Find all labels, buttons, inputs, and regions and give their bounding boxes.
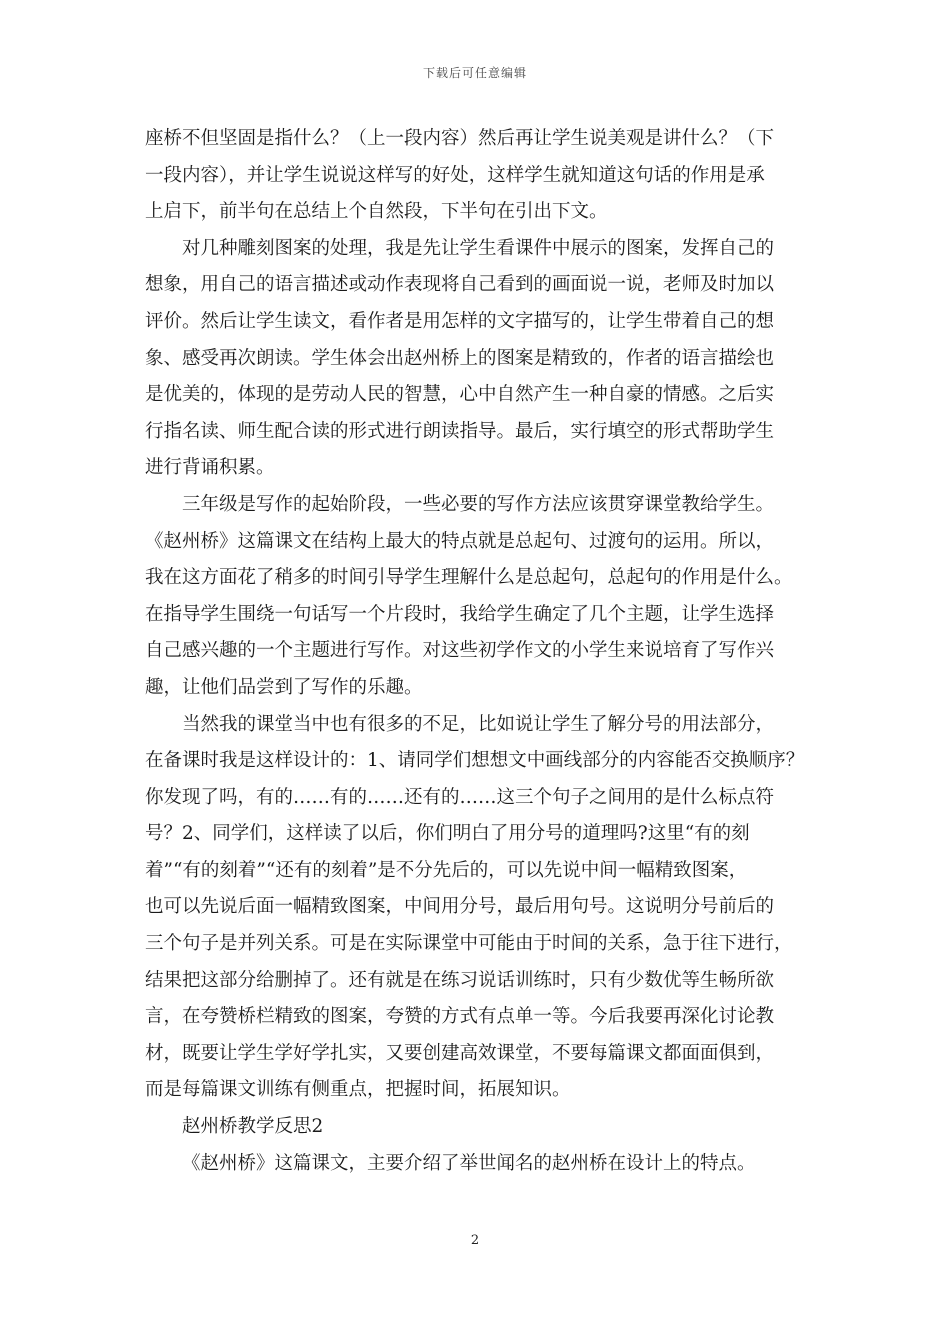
paragraph-line: 象、感受再次朗读。学生体会出赵州桥上的图案是精致的，作者的语言描绘也 bbox=[145, 347, 775, 369]
paragraph-line: 着”“有的刻着”“还有的刻着”是不分先后的，可以先说中间一幅精致图案， bbox=[145, 859, 748, 881]
paragraph bbox=[145, 1109, 810, 1146]
paragraph-line: 三年级是写作的起始阶段，一些必要的写作方法应该贯穿课堂教给学生。 bbox=[182, 493, 775, 515]
paragraph-line: 《赵州桥》这篇课文，主要介绍了举世闻名的赵州桥在设计上的特点。 bbox=[182, 1152, 756, 1174]
paragraph-line: 当然我的课堂当中也有很多的不足，比如说让学生了解分号的用法部分， bbox=[182, 713, 775, 735]
paragraph-line: 一段内容），并让学生说说这样写的好处，这样学生就知道这句话的作用是承 bbox=[145, 164, 765, 186]
page-header: 下载后可任意编辑 bbox=[422, 66, 527, 80]
paragraph-line: 也可以先说后面一幅精致图案，中间用分号，最后用句号。这说明分号前后的 bbox=[145, 896, 775, 918]
paragraph-line: 号？2、同学们，这样读了以后，你们明白了用分号的道理吗?这里“有的刻 bbox=[145, 823, 750, 845]
paragraph-line: 在指导学生围绕一句话写一个片段时，我给学生确定了几个主题，让学生选择 bbox=[145, 603, 775, 625]
paragraph bbox=[145, 487, 810, 707]
paragraph-line: 行指名读、师生配合读的形式进行朗读指导。最后，实行填空的形式帮助学生 bbox=[145, 420, 775, 442]
paragraph-line: 自己感兴趣的一个主题进行写作。对这些初学作文的小学生来说培育了写作兴 bbox=[145, 640, 775, 662]
paragraph-line: 而是每篇课文训练有侧重点，把握时间，拓展知识。 bbox=[145, 1079, 571, 1101]
page-number: 2 bbox=[470, 1233, 480, 1248]
paragraph-line: 上启下，前半句在总结上个自然段，下半句在引出下文。 bbox=[145, 201, 608, 223]
paragraph-line: 言，在夸赞桥栏精致的图案，夸赞的方式有点单一等。今后我要再深化讨论教 bbox=[145, 1006, 775, 1028]
document-body bbox=[145, 121, 810, 1182]
paragraph-line: 是优美的，体现的是劳动人民的智慧，心中自然产生一种自豪的情感。之后实 bbox=[145, 384, 775, 406]
paragraph-line: 对几种雕刻图案的处理，我是先让学生看课件中展示的图案，发挥自己的 bbox=[182, 237, 775, 259]
paragraph-line: 材，既要让学生学好学扎实，又要创建高效课堂，不要每篇课文都面面俱到， bbox=[145, 1042, 775, 1064]
paragraph-line: 结果把这部分给删掉了。还有就是在练习说话训练时，只有少数优等生畅所欲 bbox=[145, 969, 775, 991]
paragraph-line: 三个句子是并列关系。可是在实际课堂中可能由于时间的关系，急于往下进行， bbox=[145, 933, 793, 955]
paragraph bbox=[145, 121, 810, 231]
paragraph-line: 座桥不但坚固是指什么？（上一段内容）然后再让学生说美观是讲什么？（下 bbox=[145, 128, 775, 149]
paragraph bbox=[145, 1146, 810, 1183]
paragraph-line: 进行背诵积累。 bbox=[145, 457, 275, 479]
paragraph-line: 想象，用自己的语言描述或动作表现将自己看到的画面说一说，老师及时加以 bbox=[145, 274, 775, 296]
paragraph-line: 《赵州桥》这篇课文在结构上最大的特点就是总起句、过渡句的运用。所以， bbox=[145, 530, 775, 552]
paragraph-line: 评价。然后让学生读文，看作者是用怎样的文字描写的，让学生带着自己的想 bbox=[145, 310, 775, 332]
paragraph bbox=[145, 231, 810, 487]
paragraph-line: 你发现了吗，有的……有的……还有的……这三个句子之间用的是什么标点符 bbox=[145, 786, 775, 808]
paragraph bbox=[145, 707, 810, 1110]
paragraph-line: 在备课时我是这样设计的：1、请同学们想想文中画线部分的内容能否交换顺序？ bbox=[145, 750, 805, 772]
paragraph-line: 赵州桥教学反思2 bbox=[182, 1116, 324, 1138]
paragraph-line: 趣，让他们品尝到了写作的乐趣。 bbox=[145, 676, 423, 698]
paragraph-line: 我在这方面花了稍多的时间引导学生理解什么是总起句，总起句的作用是什么。 bbox=[145, 567, 793, 589]
